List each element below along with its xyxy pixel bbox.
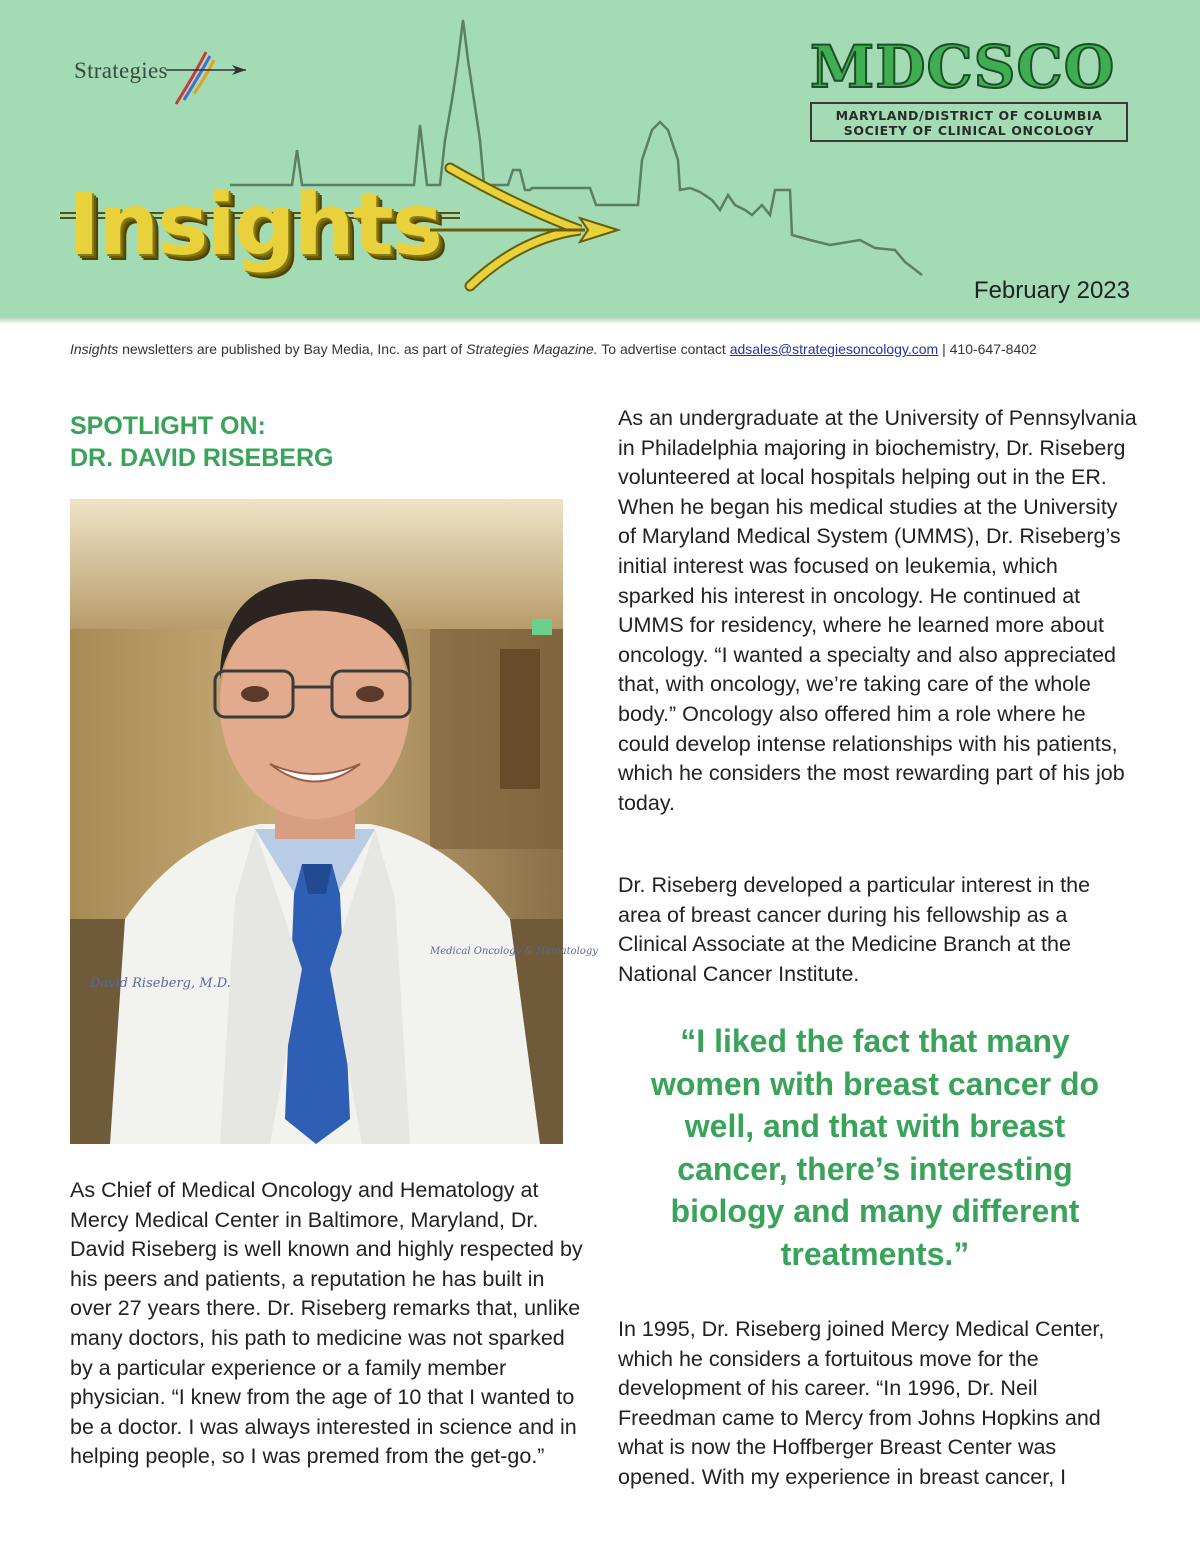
coat-dept-embroidery: Medical Oncology & Hematology <box>430 946 598 957</box>
ad-sales-email-link[interactable]: adsales@strategiesoncology.com <box>729 341 939 357</box>
publisher-text-1: newsletters are published by Bay Media, Inc. as part of <box>118 341 467 357</box>
publisher-line <box>70 341 1150 357</box>
org-name-box <box>810 102 1128 142</box>
org-name-line-1: MARYLAND/DISTRICT OF COLUMBIA <box>835 108 1103 123</box>
spotlight-heading-line-1: SPOTLIGHT ON: <box>70 412 266 440</box>
spotlight-heading <box>70 410 333 474</box>
publisher-magazine: Strategies Magazine. <box>466 341 598 357</box>
article-paragraph-fellowship: Dr. Riseberg developed a particular interest in the area of breast cancer during his fellowship as a Clinical Associate at the Medicine Branch at the National Cancer Institute. <box>618 873 1091 986</box>
strategies-logo-text: Strategies <box>74 58 168 83</box>
publisher-text-2: To advertise contact <box>597 341 730 357</box>
portrait-illustration <box>70 499 598 1144</box>
mdcsco-logo: MDCSCO <box>810 33 1116 101</box>
insights-logo <box>40 160 600 300</box>
publisher-insights: Insights <box>70 341 119 357</box>
coat-name-embroidery: David Riseberg, M.D. <box>90 976 231 991</box>
spotlight-heading-line-2: DR. DAVID RISEBERG <box>70 444 334 472</box>
publisher-phone: | 410-647-8402 <box>938 341 1037 357</box>
insights-logo-text: Insights <box>68 175 441 275</box>
issue-date: February 2023 <box>973 277 1130 304</box>
article-paragraph-intro: As Chief of Medical Oncology and Hematology at Mercy Medical Center in Baltimore, Maryland, Dr. David Riseberg is well known and highly respected by his peers and patients, a reputation he has built in over 27 years there. Dr. Riseberg remarks that, unlike many doctors, his path to medicine was not sparked by a particular experience or a family member physician. “I knew from the age of 10 that I wanted to be a doctor. I was always interested in science and in helping people, so I was premed from the get-go.” <box>70 1178 583 1469</box>
header-banner <box>0 0 1200 318</box>
strategies-logo <box>70 48 250 108</box>
pull-quote: “I liked the fact that many women with breast cancer do well, and that with breast cancer, there’s interesting biology and many different treatments.” <box>650 1023 1100 1272</box>
insights-arrow-icon <box>430 158 630 298</box>
strategies-arrow-icon <box>166 48 250 108</box>
doctor-portrait-photo <box>70 499 598 1144</box>
org-name-line-2: SOCIETY OF CLINICAL ONCOLOGY <box>843 123 1095 138</box>
article-paragraph-mercy: In 1995, Dr. Riseberg joined Mercy Medical Center, which he considers a fortuitous move for the development of his career. “In 1996, Dr. Neil Freedman came to Mercy from Johns Hopkins and what is now the Hoffberger Breast Center was opened. With my experience in breast cancer, I <box>618 1317 1105 1489</box>
banner-divider <box>0 318 1200 324</box>
article-paragraph-education: As an undergraduate at the University of Pennsylvania in Philadelphia majoring in biochemistry, Dr. Riseberg volunteered at local hospitals helping out in the ER. When he began his medical studies at the University of Maryland Medical System (UMMS), Dr. Riseberg’s initial interest was focused on leukemia, which sparked his interest in oncology. He continued at UMMS for residency, where he learned more about oncology. “I wanted a specialty and also appreciated that, with oncology, we’re taking care of the whole body.” Oncology also offered him a role where he could develop intense relationships with his patients, which he considers the most rewarding part of his job today. <box>618 406 1137 815</box>
